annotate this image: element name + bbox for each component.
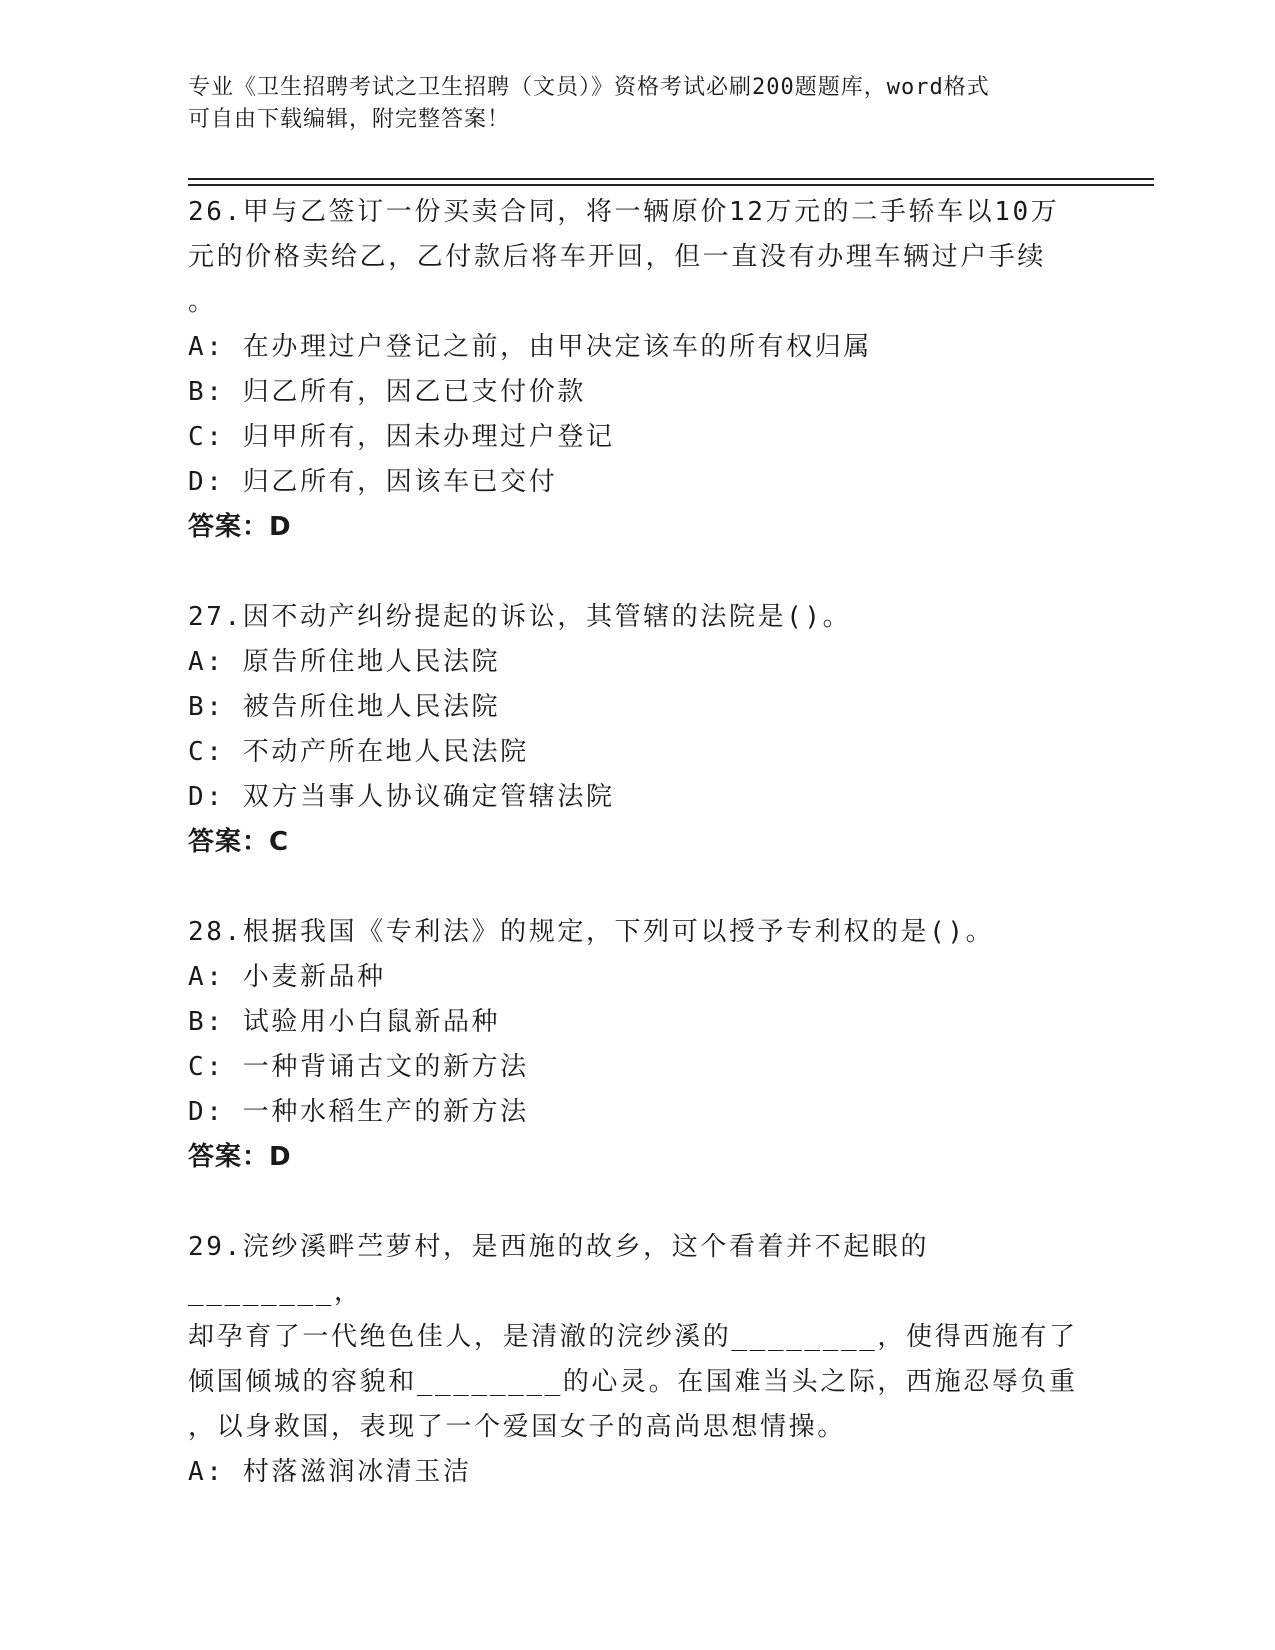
answer-line: 答案：C	[188, 827, 290, 857]
answer-line: 答案：D	[188, 1142, 292, 1172]
question-27	[188, 595, 1088, 865]
option-c: C: 不动产所在地人民法院	[188, 737, 529, 767]
question-28	[188, 910, 1088, 1180]
question-list	[188, 190, 1088, 1495]
question-stem-line: 却孕育了一代绝色佳人，是清澈的浣纱溪的________，使得西施有了	[188, 1322, 1078, 1352]
question-stem-line: 28.根据我国《专利法》的规定，下列可以授予专利权的是()。	[188, 917, 995, 947]
header-line-1: 专业《卫生招聘考试之卫生招聘（文员）》资格考试必刷200题题库，word格式	[188, 75, 990, 100]
option-c: C: 一种背诵古文的新方法	[188, 1052, 529, 1082]
header-divider-top	[188, 178, 1154, 180]
option-a: A: 小麦新品种	[188, 962, 386, 992]
option-a: A: 村落滋润冰清玉洁	[188, 1457, 472, 1487]
option-a: A: 原告所住地人民法院	[188, 647, 501, 677]
question-stem-line: 26.甲与乙签订一份买卖合同，将一辆原价12万元的二手轿车以10万	[188, 197, 1060, 227]
question-stem-line: 27.因不动产纠纷提起的诉讼，其管辖的法院是()。	[188, 602, 852, 632]
option-a: A: 在办理过户登记之前，由甲决定该车的所有权归属	[188, 332, 872, 362]
question-stem-line: ，以身救国，表现了一个爱国女子的高尚思想情操。	[188, 1412, 846, 1442]
spacer	[188, 1180, 1088, 1225]
question-29	[188, 1225, 1088, 1495]
option-d: D: 归乙所有，因该车已交付	[188, 467, 558, 497]
option-c: C: 归甲所有，因未办理过户登记	[188, 422, 615, 452]
header-divider-bottom	[188, 184, 1154, 186]
question-stem-line: 。	[188, 287, 217, 317]
option-b: B: 试验用小白鼠新品种	[188, 1007, 501, 1037]
option-d: D: 双方当事人协议确定管辖法院	[188, 782, 615, 812]
option-b: B: 归乙所有，因乙已支付价款	[188, 377, 586, 407]
spacer	[188, 865, 1088, 910]
question-stem-line: 29.浣纱溪畔苎萝村，是西施的故乡，这个看着并不起眼的________，	[188, 1232, 930, 1307]
option-b: B: 被告所住地人民法院	[188, 692, 501, 722]
answer-line: 答案：D	[188, 512, 292, 542]
question-stem-line: 倾国倾城的容貌和________的心灵。在国难当头之际，西施忍辱负重	[188, 1367, 1078, 1397]
document-header	[188, 72, 1068, 136]
question-26	[188, 190, 1088, 550]
question-stem-line: 元的价格卖给乙，乙付款后将车开回，但一直没有办理车辆过户手续	[188, 242, 1047, 272]
header-line-2: 可自由下载编辑，附完整答案！	[188, 107, 511, 132]
spacer	[188, 550, 1088, 595]
option-d: D: 一种水稻生产的新方法	[188, 1097, 529, 1127]
